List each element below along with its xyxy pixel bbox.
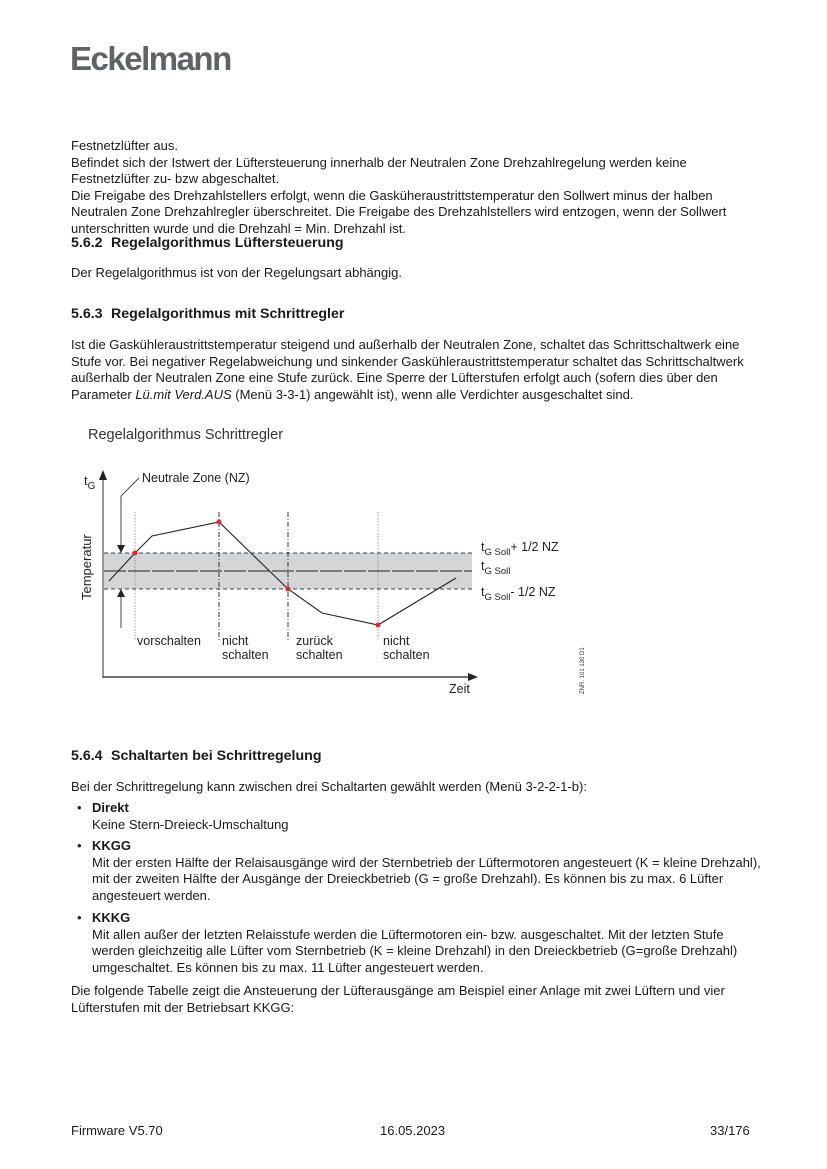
y-axis-label: Temperatur	[79, 534, 94, 600]
switch-point-marker	[133, 551, 138, 556]
footer-date: 16.05.2023	[380, 1123, 446, 1138]
list-item-text: Keine Stern-Dreieck-Umschaltung	[92, 816, 289, 832]
y-axis-arrow-icon	[99, 470, 107, 480]
event-label: nicht schalten	[222, 634, 269, 662]
list-item-title: Direkt	[92, 800, 129, 815]
list-item-text: Mit allen außer der letzten Relaisstufe werden die Lüftermotoren ein- bzw. ausgeschaltet. Mit der letzten Stufe werden gleichzeitig alle Lüfter vom Sternbetrieb (K = kleine Drehzahl) in den Dreieckbetrieb (G=große Drehzahl) umgeschaltet. Es können bis zu max. 11 Lüfter angesteuert werden.	[92, 926, 738, 975]
switch-point-marker	[217, 520, 222, 525]
heading-number: 5.6.3	[71, 306, 103, 322]
bullet-icon: •	[77, 800, 82, 815]
bullet-icon: •	[77, 838, 82, 853]
event-label: zurück schalten	[296, 634, 343, 662]
x-axis-arrow-icon	[468, 673, 478, 681]
intro-line-3: Die Freigabe des Drehzahlstellers erfolgt, wenn die Gasküheraustrittstemperatur den Sollwert minus der halben Neutralen Zone Drehzahlregler überschreitet. Die Freigabe des Drehzahlstellers wird entzogen, wenn der Sollwert unterschritten wurde und die Drehzahl = Min. Drehzahl ist.	[71, 187, 727, 236]
sec563-text-b: (Menü 3-3-1) angewählt ist), wenn alle Verdichter ausgeschaltet sind.	[231, 386, 634, 402]
list-item-kkkg	[77, 910, 767, 976]
setpoint-label: $t_{G Soll}$	[481, 559, 511, 577]
nz-label: Neutrale Zone (NZ)	[142, 471, 250, 485]
intro-line-1: Festnetzlüfter aus.	[71, 138, 178, 153]
list-item-title: KKKG	[92, 910, 131, 925]
event-label: vorschalten	[137, 634, 201, 648]
nz-arrow-down-icon	[117, 545, 125, 553]
list-item-title: KKGG	[92, 838, 131, 853]
figure-reference-code: ZNR. 101 130 D1	[580, 647, 586, 694]
parameter-name: Lü.mit Verd.AUS	[135, 386, 232, 402]
nz-arrow-up-icon	[117, 589, 125, 597]
footer-page-number: 33/176	[710, 1123, 750, 1138]
heading-5-6-4	[71, 748, 322, 764]
figure-title: Regelalgorithmus Schrittregler	[88, 427, 284, 443]
bullet-icon: •	[77, 910, 82, 925]
footer-firmware: Firmware V5.70	[71, 1123, 163, 1138]
sec563-text-a: Ist die Gaskühleraustrittstemperatur steigend und außerhalb der Neutralen Zone, schaltet das Schrittschaltwerk eine Stufe vor. Bei negativer Regelabweichung und sinkender Gaskühleraustrittstemperatur schaltet das Schrittschaltwerk außerhalb der Neutralen Zone eine Stufe zurück. Eine Sperre der Lüfterstufen erfolgt auch (sofern dies über den Parameter	[71, 337, 744, 402]
switch-point-marker	[376, 623, 381, 628]
event-label: nicht schalten	[383, 634, 430, 662]
sec562-text: Der Regelalgorithmus ist von der Regelungsart abhängig.	[71, 265, 402, 280]
list-item-text: Mit der ersten Hälfte der Relaisausgänge wird der Sternbetrieb der Lüftermotoren angesteuert (K = kleine Drehzahl), mit der zweiten Hälfte der Ausgänge der Dreieckbetrieb (G = große Drehzahl). Es können bis zu max. 6 Lüfter angesteuert werden.	[92, 854, 761, 903]
intro-line-2: Befindet sich der Istwert der Lüftersteuerung innerhalb der Neutralen Zone Drehzahlregelung werden keine Festnetzlüfter zu- bzw abgeschaltet.	[71, 154, 687, 186]
upper-limit-label: $t_{G Soll}+ 1/2$ NZ	[481, 540, 559, 558]
heading-number: 5.6.2	[71, 235, 103, 251]
eckelmann-logo: Eckelmann	[70, 40, 231, 77]
heading-number: 5.6.4	[71, 748, 103, 764]
list-item-direkt	[77, 800, 767, 833]
heading-title: Schaltarten bei Schrittregelung	[111, 748, 322, 764]
heading-title: Regelalgorithmus mit Schrittregler	[111, 306, 345, 322]
y-axis-symbol: $t_G$	[84, 473, 96, 492]
lower-limit-label: $t_{G Soll}-$ 1/2 NZ	[481, 585, 556, 603]
list-item-kkgg	[77, 838, 767, 904]
x-axis-label: Zeit	[449, 682, 470, 696]
sec564-outro: Die folgende Tabelle zeigt die Ansteuerung der Lüfterausgänge am Beispiel einer Anlage mit zwei Lüftern und vier Lüfterstufen mit der Betriebsart KKGG:	[71, 983, 725, 1015]
switch-point-marker	[286, 587, 291, 592]
nz-leader-line	[121, 478, 139, 545]
sec564-intro: Bei der Schrittregelung kann zwischen drei Schaltarten gewählt werden (Menü 3-2-2-1-b):	[71, 779, 587, 794]
heading-title: Regelalgorithmus Lüftersteuerung	[111, 235, 344, 251]
